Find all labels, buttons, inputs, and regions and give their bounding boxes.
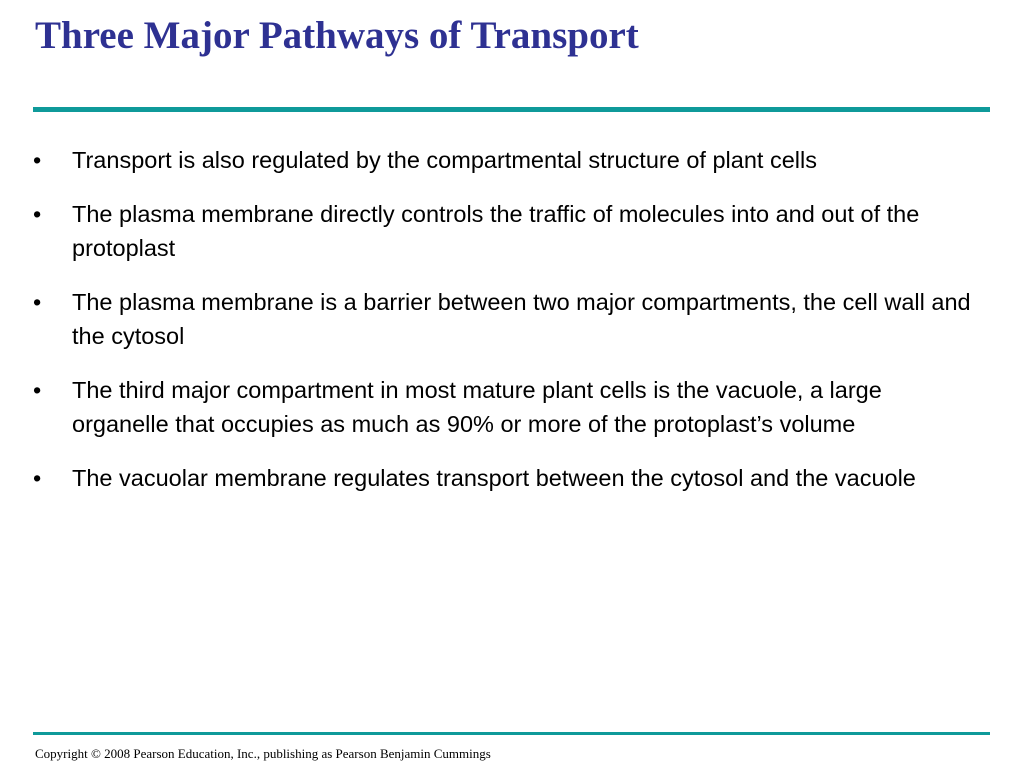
- copyright-footer: Copyright © 2008 Pearson Education, Inc., publishing as Pearson Benjamin Cummings: [35, 746, 491, 761]
- bullet-marker: •: [33, 464, 42, 491]
- slide-title: Three Major Pathways of Transport: [35, 14, 639, 57]
- bullet-item: [33, 197, 973, 266]
- bullet-item: [33, 143, 973, 178]
- bullet-item: [33, 373, 973, 442]
- bullet-marker: •: [33, 147, 42, 173]
- bullet-item: [33, 285, 973, 354]
- footer-divider: [33, 732, 990, 735]
- bullet-marker: •: [33, 376, 42, 403]
- bullet-item: [33, 461, 973, 496]
- title-divider: [33, 107, 990, 112]
- bullet-marker: •: [33, 288, 42, 315]
- bullet-text: The plasma membrane directly controls the traffic of molecules into and out of the protoplast: [72, 200, 920, 261]
- bullet-text: Transport is also regulated by the compartmental structure of plant cells: [72, 147, 817, 173]
- bullet-text: The vacuolar membrane regulates transport between the cytosol and the vacuole: [72, 464, 916, 491]
- bullet-list: [33, 143, 973, 514]
- bullet-text: The plasma membrane is a barrier between two major compartments, the cell wall and the cytosol: [72, 288, 971, 349]
- bullet-marker: •: [33, 200, 42, 227]
- bullet-text: The third major compartment in most mature plant cells is the vacuole, a large organelle that occupies as much as 90% or more of the protoplast’s volume: [72, 376, 882, 437]
